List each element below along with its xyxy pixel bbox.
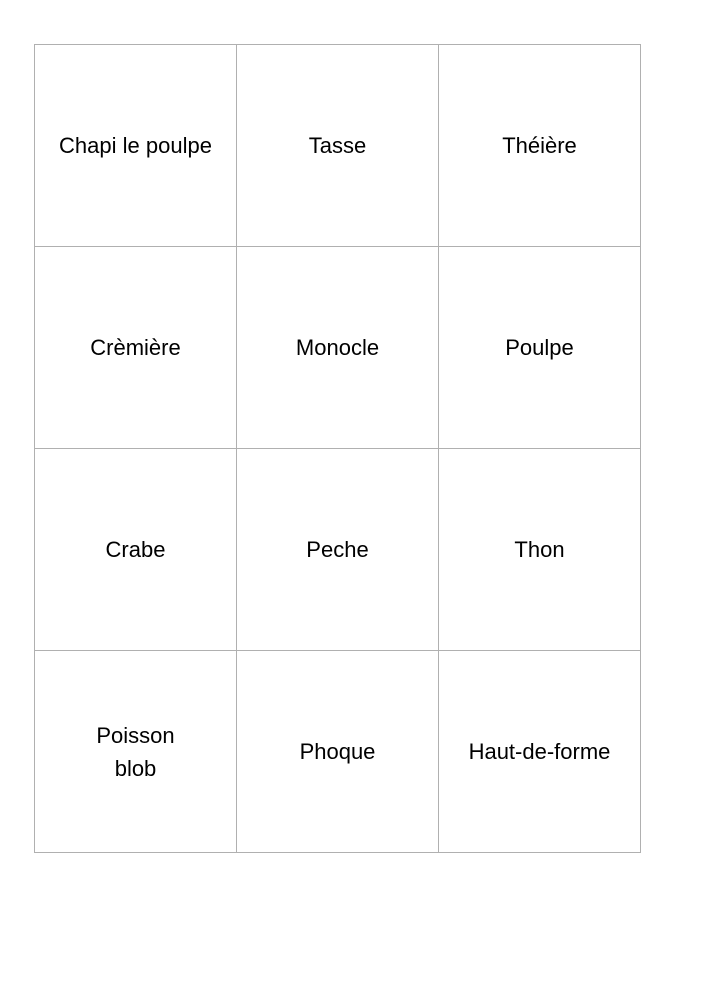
word-card — [35, 45, 237, 247]
word-card — [237, 247, 439, 449]
word-card — [35, 247, 237, 449]
word-card — [439, 651, 641, 853]
card-label: Tasse — [308, 133, 367, 158]
word-card — [439, 449, 641, 651]
word-card — [237, 651, 439, 853]
card-label: Thon — [514, 537, 565, 562]
word-card-grid — [34, 44, 641, 853]
word-card — [439, 247, 641, 449]
card-label: Crabe — [105, 537, 166, 562]
word-card — [237, 449, 439, 651]
card-label: Crèmière — [90, 335, 181, 360]
word-card — [237, 45, 439, 247]
card-label: Poulpe — [505, 335, 574, 360]
word-card — [35, 651, 237, 853]
card-label: Monocle — [295, 335, 380, 360]
card-label: Poisson blob — [96, 722, 175, 781]
card-label: Chapi le poulpe — [59, 133, 212, 158]
word-card — [439, 45, 641, 247]
card-label: Phoque — [299, 739, 376, 764]
word-card — [35, 449, 237, 651]
card-label: Haut-de-forme — [468, 739, 611, 764]
card-label: Peche — [306, 537, 369, 562]
card-label: Théière — [502, 133, 577, 158]
